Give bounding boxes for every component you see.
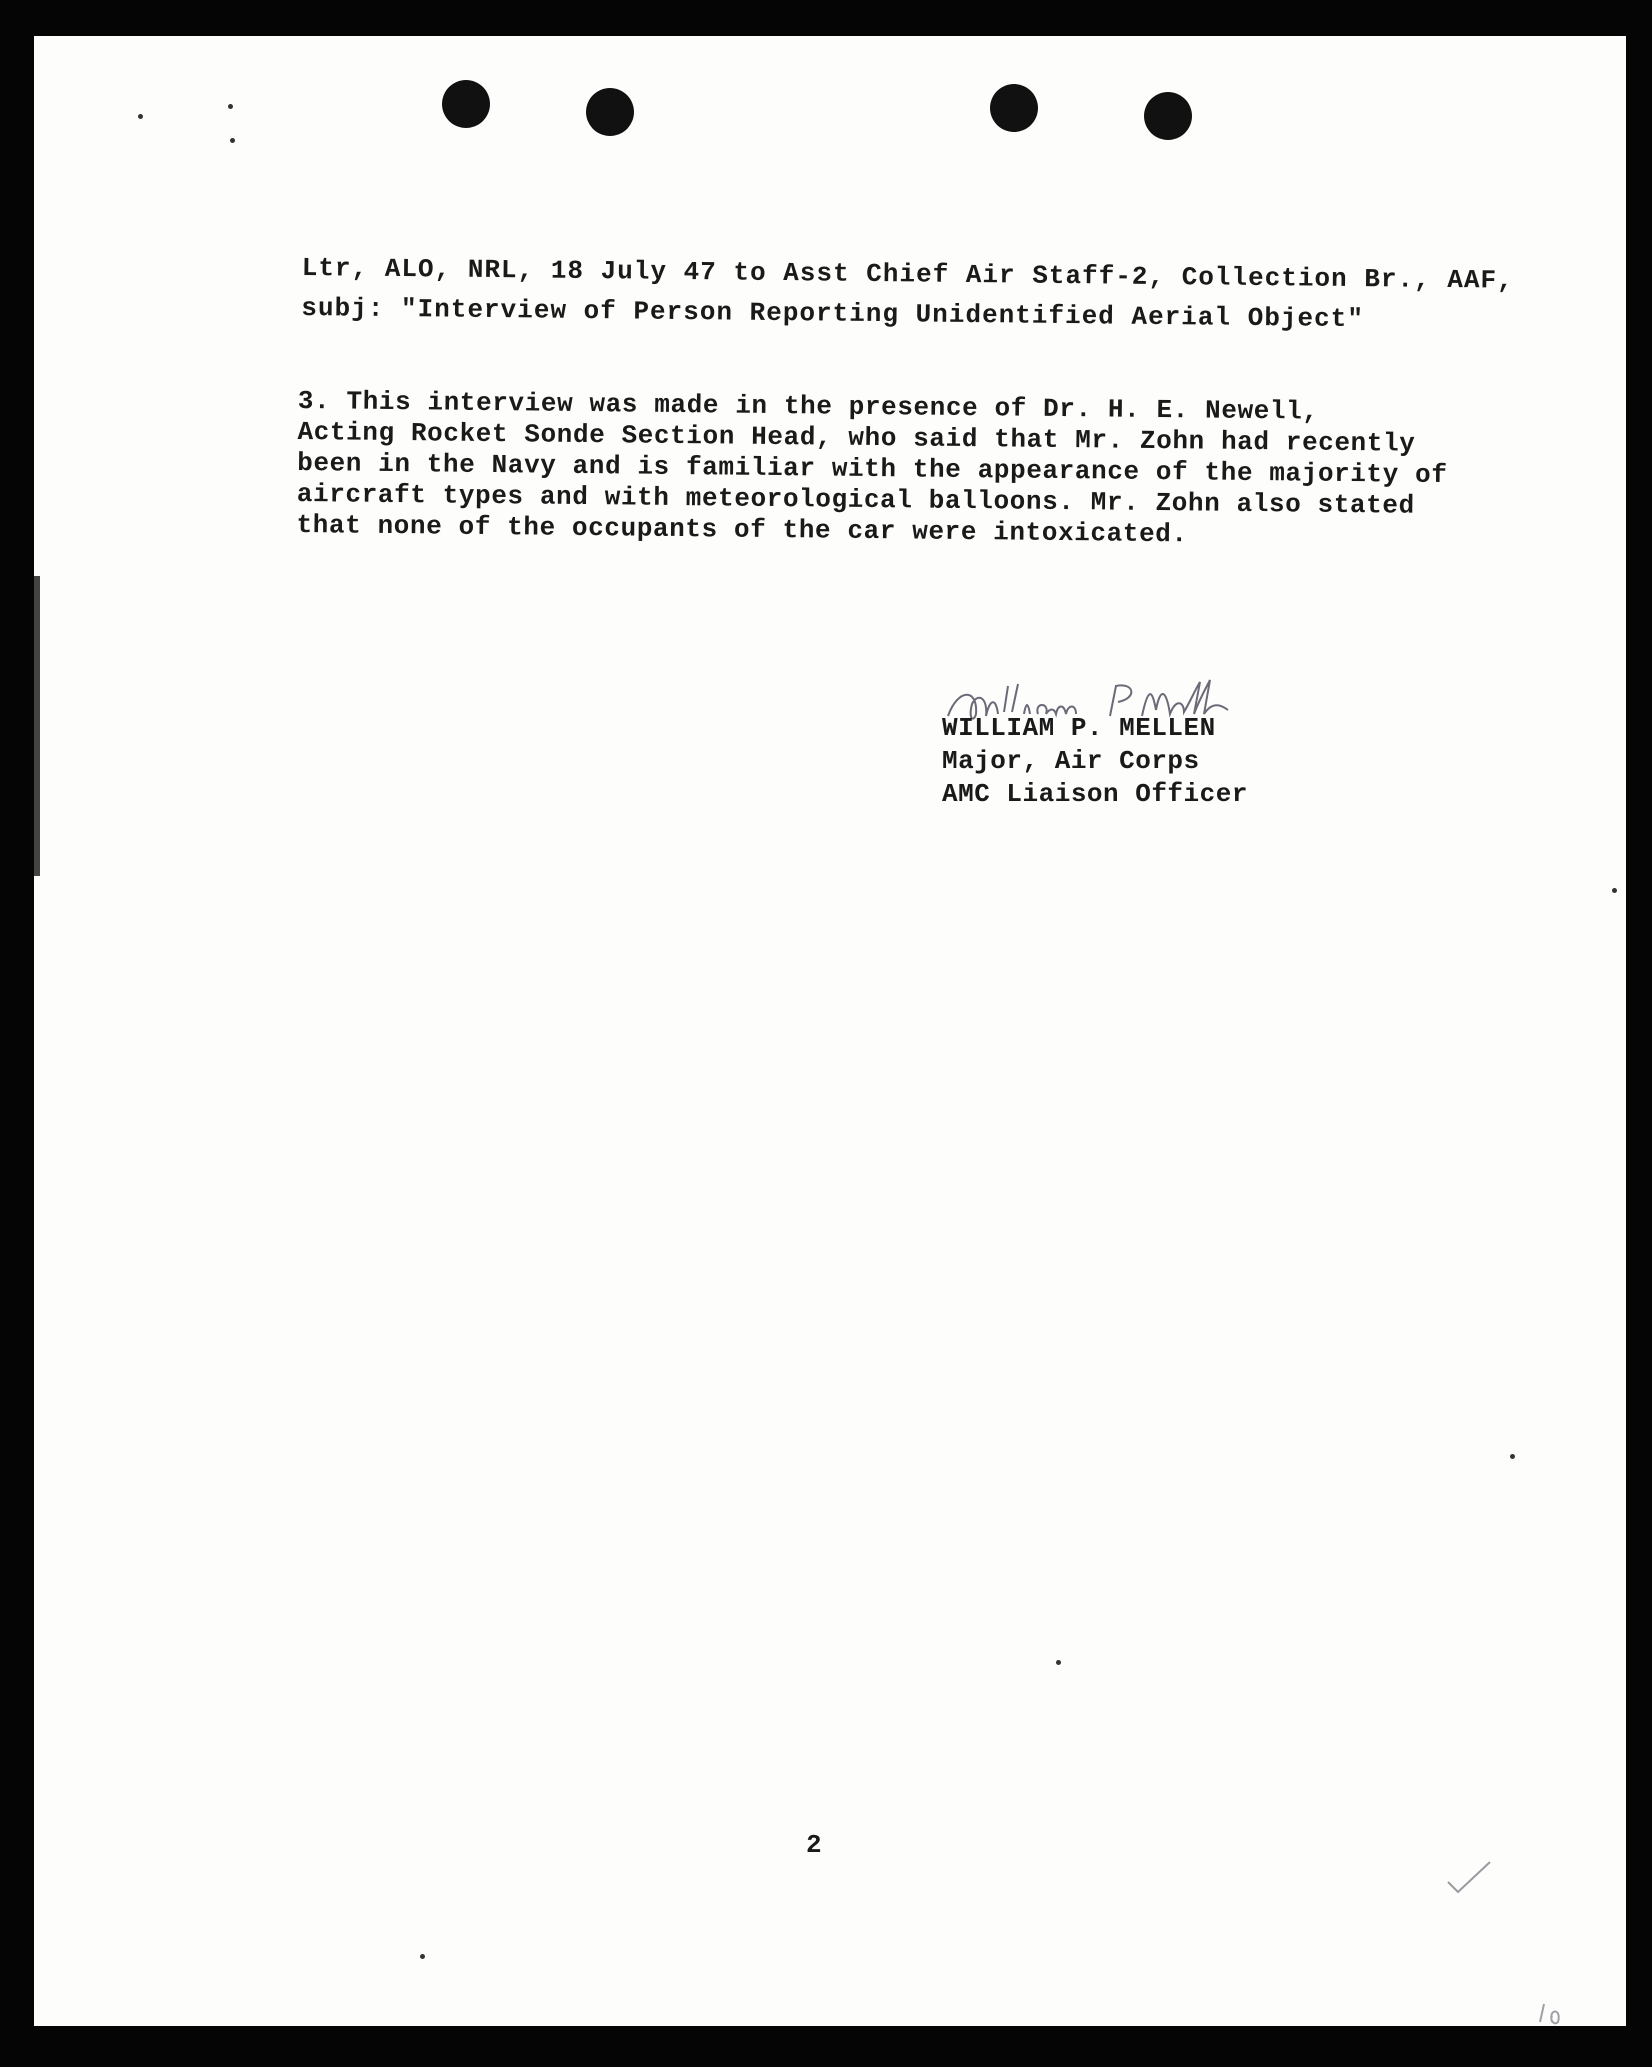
dust-speck: [1056, 1660, 1061, 1665]
page-number: 2: [806, 1830, 822, 1860]
dust-speck: [420, 1954, 425, 1959]
dust-speck: [138, 114, 143, 119]
scan-edge-shadow: [34, 576, 40, 876]
punch-hole: [586, 88, 634, 136]
document-page: [34, 36, 1626, 2026]
punch-hole: [1144, 92, 1192, 140]
signer-name: WILLIAM P. MELLEN: [942, 713, 1216, 743]
dust-speck: [1510, 1454, 1515, 1459]
punch-hole: [990, 84, 1038, 132]
signature-block: [942, 712, 1248, 811]
check-mark-icon: [1444, 1856, 1494, 1896]
dust-speck: [228, 104, 233, 109]
punch-hole: [442, 80, 490, 128]
signer-title: AMC Liaison Officer: [942, 779, 1248, 809]
body-paragraph: 3. This interview was made in the presence of Dr. H. E. Newell, Acting Rocket Sonde Section Head, who said that Mr. Zohn had recently been in the Navy and is familiar with the appearance of the majority of aircraft types and with meteorological balloons. Mr. Zohn also stated that none of the occupants of the car were intoxicated.: [296, 386, 1448, 550]
pencil-mark-icon: [1534, 1996, 1584, 2026]
signer-rank: Major, Air Corps: [942, 746, 1200, 776]
reference-line: Ltr, ALO, NRL, 18 July 47 to Asst Chief Air Staff-2, Collection Br., AAF, subj: "Interview of Person Reporting Unidentified Aerial Object": [301, 252, 1514, 335]
dust-speck: [1612, 888, 1617, 893]
dust-speck: [230, 138, 235, 143]
